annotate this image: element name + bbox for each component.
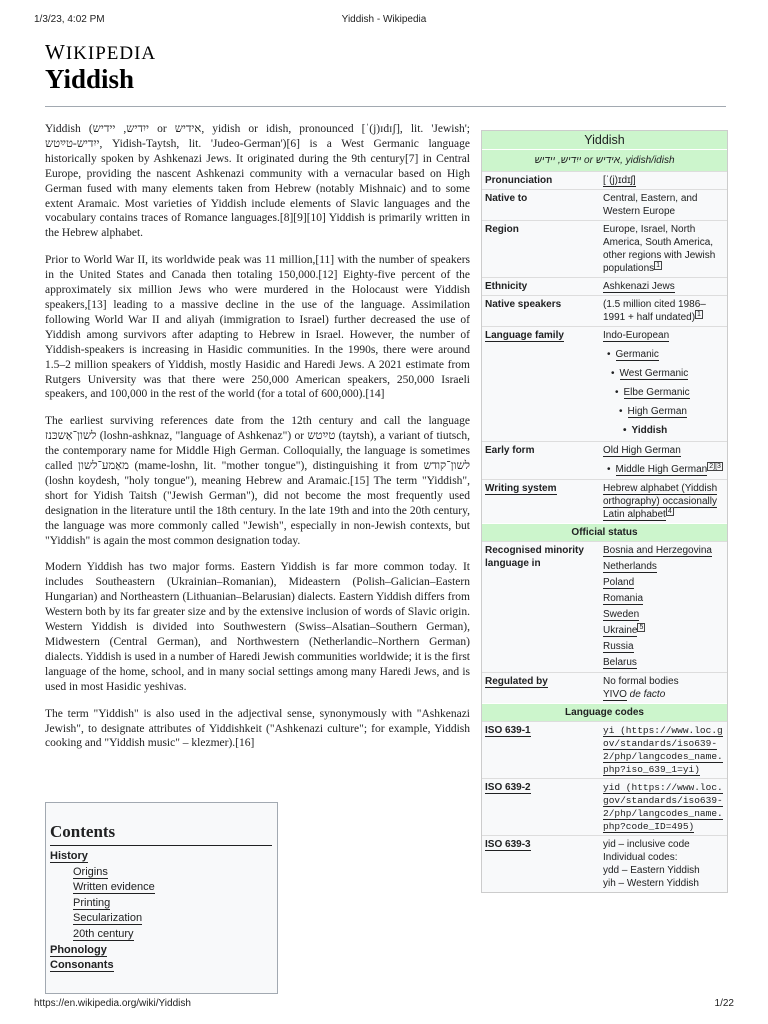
infobox-row-pronunciation xyxy=(482,171,727,189)
row-label: Region xyxy=(485,224,519,235)
row-label[interactable]: Writing system xyxy=(485,483,557,494)
row-label[interactable]: ISO 639-2 xyxy=(485,782,531,793)
family-link[interactable]: High German xyxy=(627,406,687,417)
country-link[interactable]: Romania xyxy=(603,593,644,604)
infobox-row-iso3 xyxy=(482,835,727,892)
country-link[interactable]: Poland xyxy=(603,577,635,588)
family-link[interactable]: Indo-European xyxy=(603,330,670,341)
iso3-yih: yih – Western Yiddish xyxy=(603,878,699,889)
infobox-row-ethnicity xyxy=(482,277,727,295)
citation[interactable]: 4 xyxy=(667,507,672,515)
toc-item-label: Phonology xyxy=(50,943,107,956)
paragraph-adjective: The term "Yiddish" is also used in the adjectival sense, synonymously with "Ashkenazi Jewish", to designate attributes of Yiddishkeit ("Ashkenazi culture"; for example, Yiddish cooking and "Yiddish music" – klezmer).[16] xyxy=(45,707,470,750)
toc-item[interactable] xyxy=(46,866,277,882)
table-of-contents xyxy=(45,802,278,994)
country-link[interactable]: Bosnia and Herzegovina xyxy=(603,545,712,556)
pronunciation-link[interactable]: [ˈ(j)ɪdɪʃ] xyxy=(603,175,636,186)
iso2-code-link[interactable]: yid (https://www.loc.gov/standards/iso639-2/php/langcodes_name.php?code_ID=495) xyxy=(603,782,723,832)
article-body xyxy=(45,122,470,763)
toc-item-label: Origins xyxy=(73,865,108,878)
de-facto-text: de facto xyxy=(626,689,666,700)
toc-item[interactable] xyxy=(46,912,277,928)
row-label[interactable]: ISO 639-1 xyxy=(485,725,531,736)
iso3-inclusive: yid – inclusive code xyxy=(603,839,690,850)
citation[interactable]: 2][3 xyxy=(709,462,721,470)
family-current: Yiddish xyxy=(631,425,668,436)
citation[interactable]: 1 xyxy=(656,261,661,269)
infobox-row-early-form xyxy=(482,441,727,479)
row-label[interactable]: ISO 639-3 xyxy=(485,839,531,850)
paragraph-intro: Yiddish (ייִדיש, יידיש or אידיש, yidish or idish, pronounced [ˈ(j)ɪdɪʃ], lit. 'Jewish'; ייִדיש-טײַטש, Yidish-Taytsh, lit. 'Judeo-German')[6] is a West Germanic language historically spoken by Ashkenazi Jews. It originated during the 9th century[7] in Central Europe, providing the nascent Ashkenazi community with a vernacular based on High German fused with many elements taken from Hebrew (notably Mishnaic) and to some extent Aramaic. Most varieties of Yiddish include elements of Slavic languages and the vocabulary contains traces of Romance languages.[8][9][10] Yiddish is primarily written in the Hebrew alphabet. xyxy=(45,123,470,240)
infobox-row-minority xyxy=(482,541,727,672)
infobox-row-iso2 xyxy=(482,778,727,835)
regulated-line1: No formal bodies xyxy=(603,676,679,687)
row-label: Native speakers xyxy=(485,299,562,310)
infobox-row-native-to xyxy=(482,189,727,220)
row-label: Ethnicity xyxy=(485,281,528,292)
family-link[interactable]: Elbe Germanic xyxy=(623,387,690,398)
infobox-title: Yiddish xyxy=(584,133,625,147)
print-header xyxy=(34,14,734,28)
paragraph-history-speakers: Prior to World War II, its worldwide peak was 11 million,[11] with the number of speakers in the United States and Canada then totaling 150,000.[12] Eighty-five percent of the approximately six million Jews who were murdered in the Holocaust were Yiddish speakers,[13] leading to a massive decline in the use of the language. Assimilation following World War II and aliyah (immigration to Israel) further decreased the use of Yiddish among survivors after adapting to Hebrew in Israel. However, the number of Yiddish-speakers is increasing in Hasidic communities. In the 1990s, there were around 1.5–2 million speakers of Yiddish, mostly Hasidic and Haredi Jews. A 2021 estimate from Rutgers University was that there were 250,000 American speakers, 250,000 Israeli speakers, and 100,000 in the rest of the world (for a total of 600,000).[14] xyxy=(45,254,470,401)
row-label: Early form xyxy=(485,445,535,456)
toc-item[interactable] xyxy=(46,959,277,975)
toc-title: Contents xyxy=(50,822,272,846)
row-label: Pronunciation xyxy=(485,175,553,186)
print-footer xyxy=(34,998,734,1012)
infobox-section-official-status: Official status xyxy=(482,523,727,541)
toc-item[interactable] xyxy=(46,928,277,944)
native-to-value: Central, Eastern, and Western Europe xyxy=(603,193,698,217)
country-link[interactable]: Belarus xyxy=(603,657,637,668)
family-link[interactable]: Germanic xyxy=(615,349,659,360)
yivo-link[interactable]: YIVO xyxy=(603,689,627,700)
ethnicity-link[interactable]: Ashkenazi Jews xyxy=(603,281,675,292)
iso3-individual-label: Individual codes: xyxy=(603,852,678,863)
early-form-link[interactable]: Old High German xyxy=(603,445,681,456)
print-url: https://en.wikipedia.org/wiki/Yiddish xyxy=(34,998,191,1009)
country-link[interactable]: Russia xyxy=(603,641,634,652)
toc-item-label: History xyxy=(50,850,88,862)
toc-item-label: Consonants xyxy=(50,959,114,972)
infobox-row-writing-system xyxy=(482,479,727,523)
row-label[interactable]: Regulated by xyxy=(485,676,548,687)
infobox-row-regulated xyxy=(482,672,727,703)
row-label: Native to xyxy=(485,193,528,204)
writing-system-value[interactable]: Hebrew alphabet (Yiddish orthography) occasionally Latin alphabet xyxy=(603,483,718,520)
logo-initial: W xyxy=(45,40,66,64)
row-label: Recognised minority language in xyxy=(485,545,584,569)
page-title: Yiddish xyxy=(45,64,135,94)
toc-item-label: Written evidence xyxy=(73,881,155,894)
toc-item-label: Secularization xyxy=(73,912,143,925)
toc-item[interactable] xyxy=(46,897,277,913)
citation[interactable]: 1 xyxy=(697,310,701,318)
toc-list xyxy=(46,850,277,975)
infobox-section-language-codes: Language codes xyxy=(482,703,727,721)
title-divider xyxy=(45,106,726,107)
iso3-ydd: ydd – Eastern Yiddish xyxy=(603,865,700,876)
native-speakers-value: (1.5 million cited 1986–1991 + half undated) xyxy=(603,299,706,323)
print-date: 1/3/23, 4:02 PM xyxy=(34,14,105,25)
toc-item[interactable] xyxy=(46,944,277,960)
infobox xyxy=(481,130,728,893)
infobox-row-iso1 xyxy=(482,721,727,778)
toc-item[interactable] xyxy=(46,881,277,897)
print-page-title: Yiddish - Wikipedia xyxy=(341,14,427,25)
infobox-row-native-speakers xyxy=(482,295,727,326)
region-value: Europe, Israel, North America, South America, other regions with Jewish populations xyxy=(603,224,716,274)
family-link[interactable]: West Germanic xyxy=(619,368,689,379)
infobox-row-language-family xyxy=(482,326,727,441)
paragraph-name: The earliest surviving references date from the 12th century and call the language לשון־אַשכּנז (loshn-ashknaz, "language of Ashkenaz") or טײַטש (taytsh), a variant of tiutsch, the contemporary name for Middle High German. Colloquially, the language is sometimes called מאַמע־לשון (mame-loshn, lit. "mother tongue"), distinguishing it from לשון־קודש (loshn koydesh, "holy tongue"), meaning Hebrew and Aramaic.[15] The term "Yiddish", short for Yidish Taitsh ("Jewish German"), did not become the most frequently used designation in the literature until the 18th century. In the late 19th and into the 20th century, the language was more commonly called "Jewish", especially in non-Jewish contexts, but "Yiddish" is again the most common designation today. xyxy=(45,415,471,547)
early-form-link[interactable]: Middle High German xyxy=(615,464,708,475)
print-page-number: 1/22 xyxy=(714,998,734,1009)
infobox-row-region xyxy=(482,220,727,277)
citation[interactable]: 5 xyxy=(639,623,644,631)
logo-rest: IKIPEDIA xyxy=(65,43,157,64)
toc-item[interactable] xyxy=(46,850,277,866)
paragraph-forms: Modern Yiddish has two major forms. Eastern Yiddish is far more common today. It includes Southeastern (Ukrainian–Romanian), Mideastern (Polish–Galician–Eastern Hungarian) and Northeastern (Lithuanian–Belarusian) dialects. Eastern Yiddish differs from Western both by its far greater size and by the extensive inclusion of words of Slavic origin. Western Yiddish is divided into Southwestern (Swiss–Alsatian–Southern German), Midwestern (Central German), and Northwestern (Netherlandic–Northern German) dialects. Yiddish is used in a number of Haredi Jewish communities worldwide; it is the first language of the home, school, and in many social settings among many Haredi Jews, and is used in most Hasidic yeshivas. xyxy=(45,561,471,693)
iso1-code-link[interactable]: yi (https://www.loc.gov/standards/iso639-2/php/langcodes_name.php?iso_639_1=yi) xyxy=(603,725,723,775)
infobox-native-name: ייִדיש, יידיש or אידיש, yidish/idish xyxy=(482,149,727,171)
country-link[interactable]: Netherlands xyxy=(603,561,657,572)
row-label[interactable]: Language family xyxy=(485,330,564,341)
country-link[interactable]: Ukraine xyxy=(603,625,638,636)
toc-item-label: 20th century xyxy=(73,927,134,940)
wikipedia-logo[interactable] xyxy=(45,40,156,65)
toc-item-label: Printing xyxy=(73,896,111,909)
country-link[interactable]: Sweden xyxy=(603,609,640,620)
